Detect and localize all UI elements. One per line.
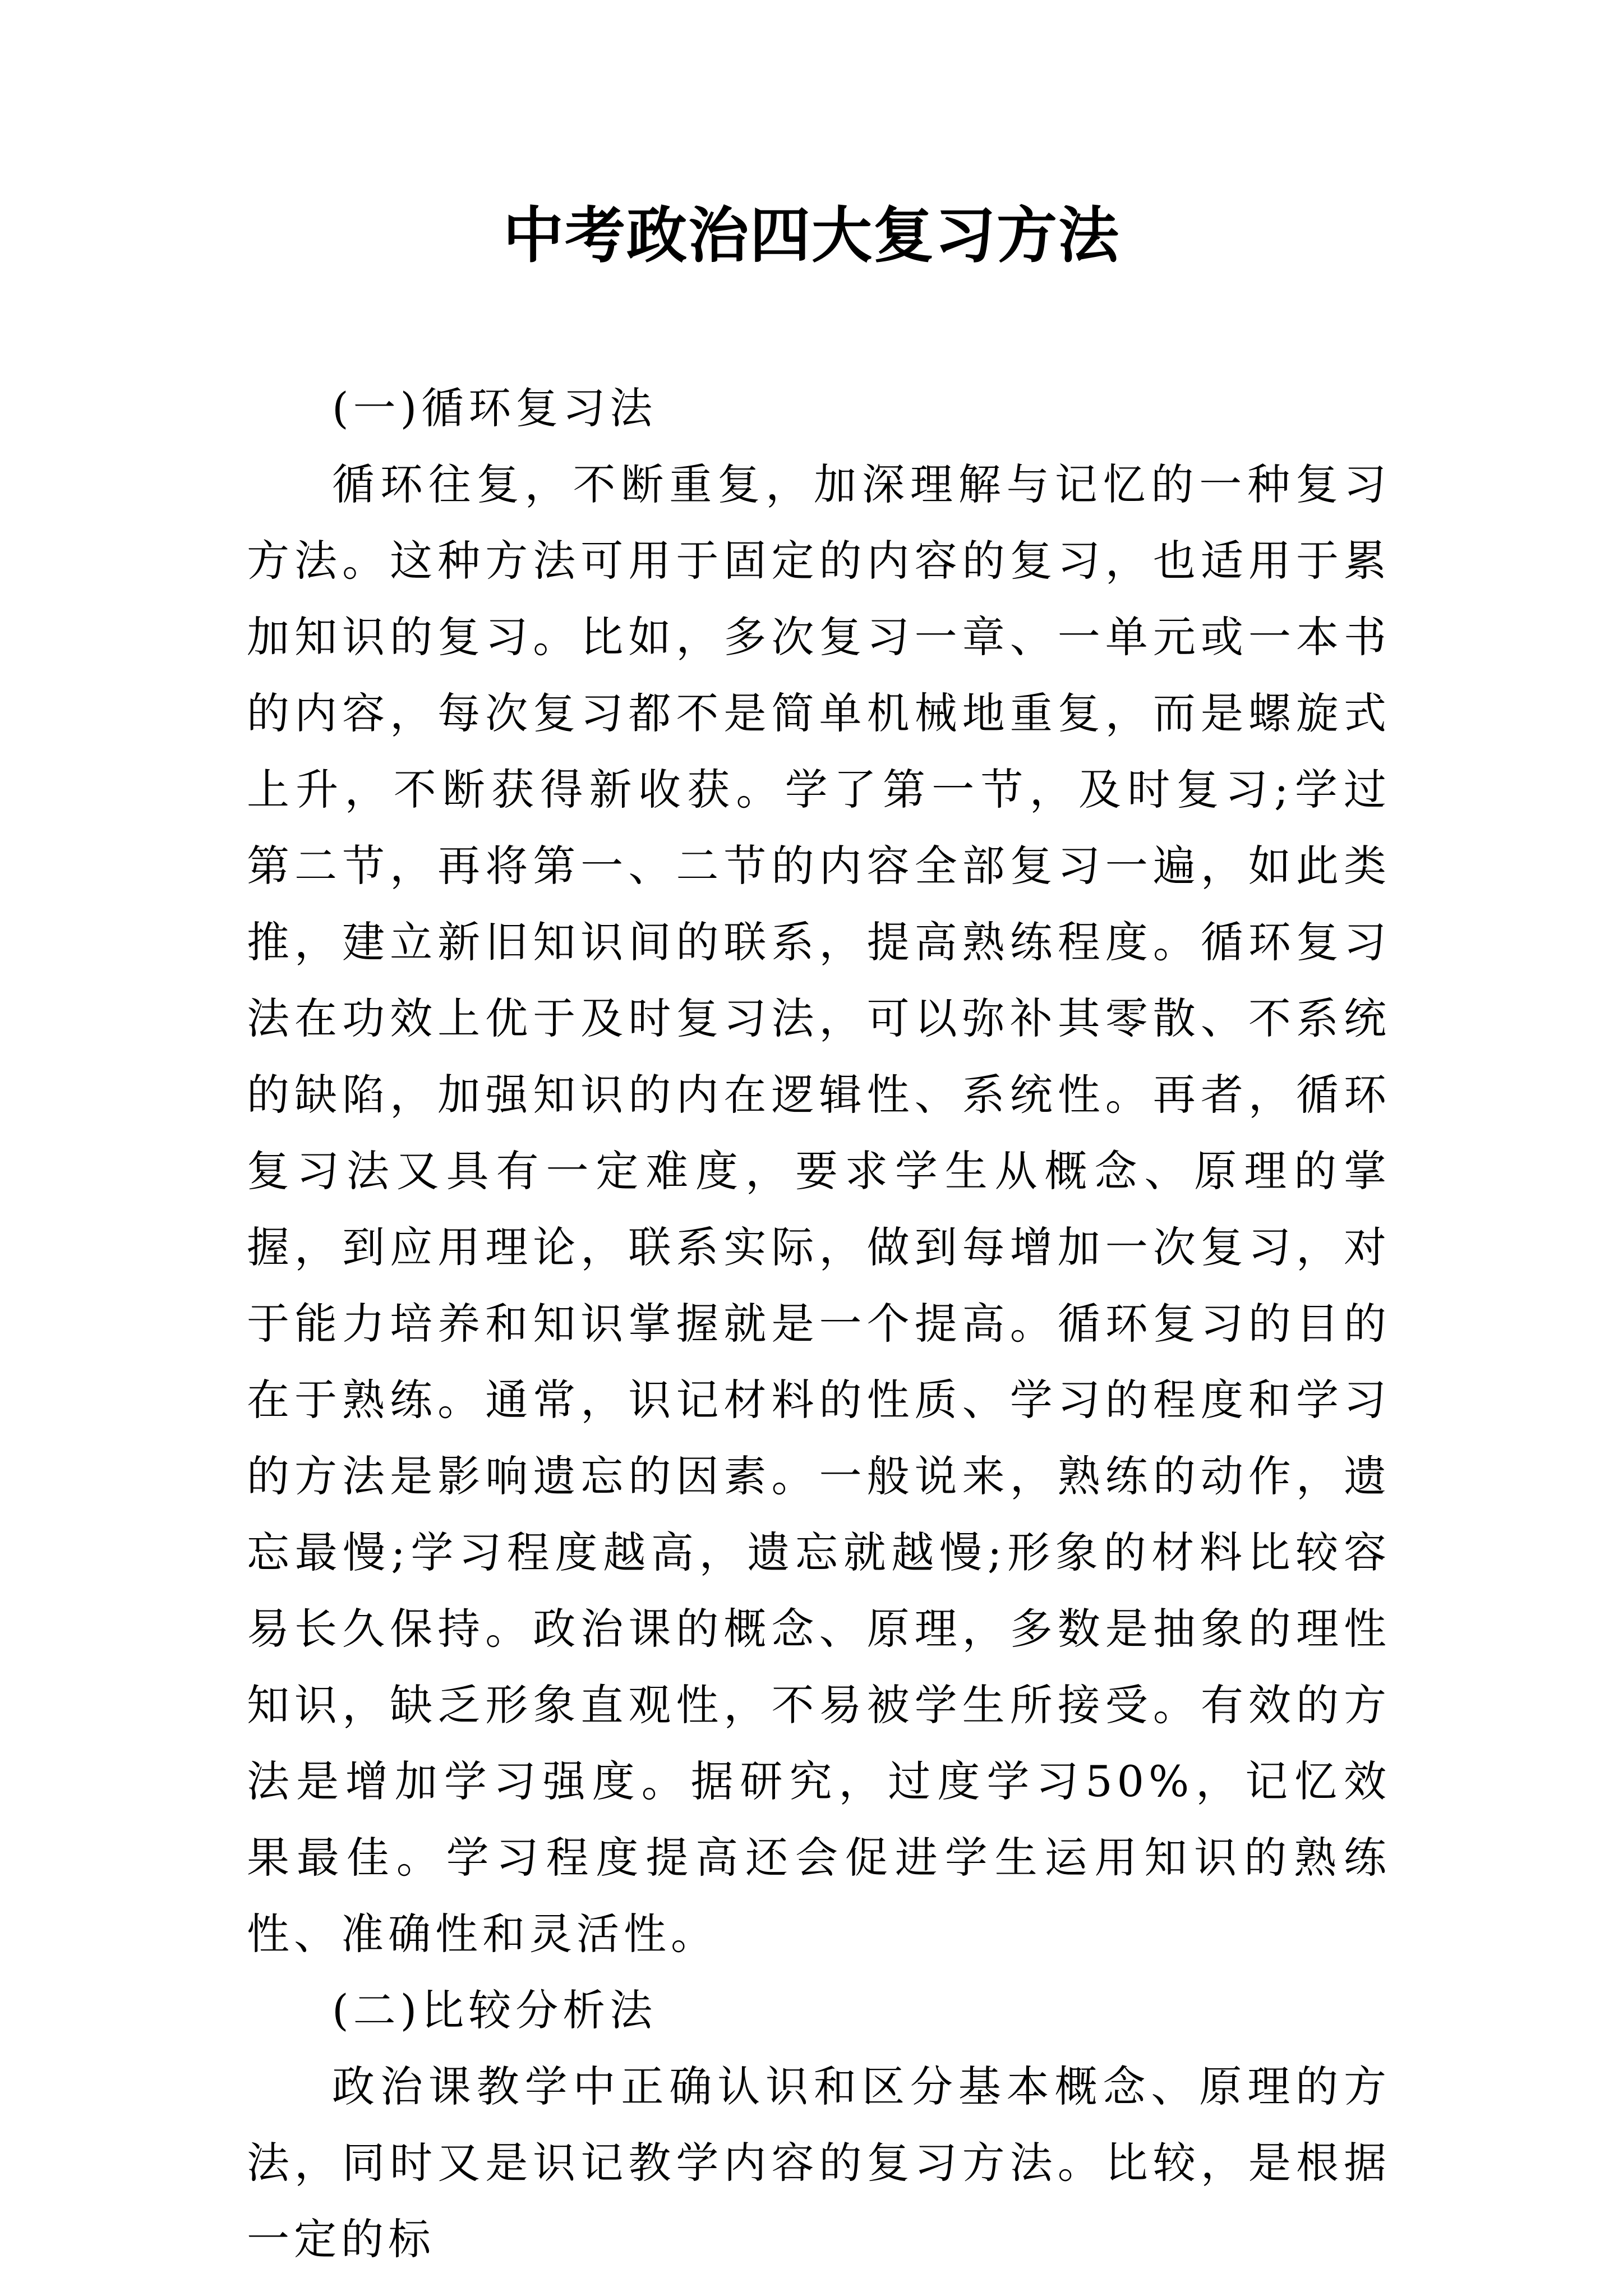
document-body [247,370,1391,2277]
section-paragraph-1: 循环往复，不断重复，加深理解与记忆的一种复习方法。这种方法可用于固定的内容的复习，也适用于累加知识的复习。比如，多次复习一章、一单元或一本书的内容，每次复习都不是简单机械地重复，而是螺旋式上升，不断获得新收获。学了第一节，及时复习;学过第二节，再将第一、二节的内容全部复习一遍，如此类推，建立新旧知识间的联系，提高熟练程度。循环复习法在功效上优于及时复习法，可以弥补其零散、不系统的缺陷，加强知识的内在逻辑性、系统性。再者，循环复习法又具有一定难度，要求学生从概念、原理的掌握，到应用理论，联系实际，做到每增加一次复习，对于能力培养和知识掌握就是一个提高。循环复习的目的在于熟练。通常，识记材料的性质、学习的程度和学习的方法是影响遗忘的因素。一般说来，熟练的动作，遗忘最慢;学习程度越高，遗忘就越慢;形象的材料比较容易长久保持。政治课的概念、原理，多数是抽象的理性知识，缺乏形象直观性，不易被学生所接受。有效的方法是增加学习强度。据研究，过度学习50%，记忆效果最佳。学习程度提高还会促进学生运用知识的熟练性、准确性和灵活性。 [247,459,1391,1959]
section-paragraph-2: 政治课教学中正确认识和区分基本概念、原理的方法，同时又是识记教学内容的复习方法。比较，是根据一定的标 [247,2062,1391,2264]
section-heading-2: (二)比较分析法 [332,1985,657,2035]
document-title: 中考政治四大复习方法 [502,200,1120,271]
section-heading-1: (一)循环复习法 [332,383,657,433]
